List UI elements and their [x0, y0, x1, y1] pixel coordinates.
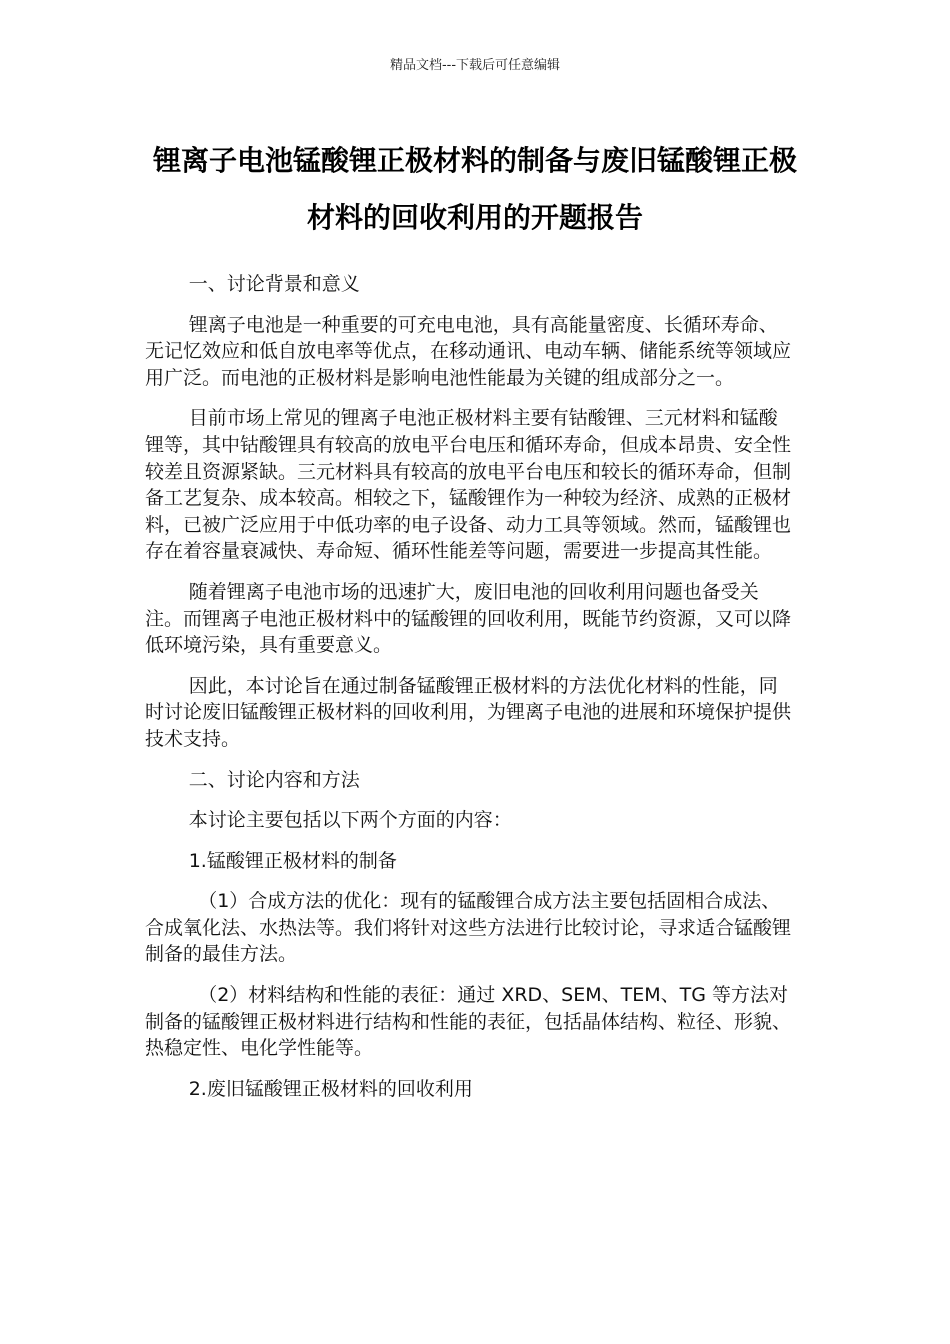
- sub-item-synthesis-optimization: （1）合成方法的优化：现有的锰酸锂合成方法主要包括固相合成法、合成氧化法、水热法等。我们将针对这些方法进行比较讨论，寻求适合锰酸锂制备的最佳方法。: [145, 890, 792, 966]
- title-line-1: 锂离子电池锰酸锂正极材料的制备与废旧锰酸锂正极: [152, 144, 797, 177]
- sub-item-characterization: （2）材料结构和性能的表征：通过 XRD、SEM、TEM、TG 等方法对制备的锰酸锂正极材料进行结构和性能的表征，包括晶体结构、粒径、形貌、热稳定性、电化学性能等。: [145, 984, 792, 1060]
- document-title: [110, 132, 840, 246]
- list-item-preparation: 1.锰酸锂正极材料的制备: [188, 849, 397, 872]
- title-line-2: 材料的回收利用的开题报告: [306, 201, 643, 234]
- list-item-recycling: 2.废旧锰酸锂正极材料的回收利用: [188, 1077, 473, 1100]
- section-heading-content-methods: 二、讨论内容和方法: [188, 768, 360, 791]
- paragraph-background-3: 随着锂离子电池市场的迅速扩大，废旧电池的回收利用问题也备受关注。而锂离子电池正极材料中的锰酸锂的回收利用，既能节约资源，又可以降低环境污染，具有重要意义。: [145, 580, 792, 657]
- header-note: 精品文档---下载后可任意编辑: [389, 58, 561, 73]
- section-heading-background: 一、讨论背景和意义: [188, 273, 360, 295]
- paragraph-background-1: 锂离子电池是一种重要的可充电电池，具有高能量密度、长循环寿命、无记忆效应和低自放电率等优点，在移动通讯、电动车辆、储能系统等领域应用广泛。而电池的正极材料是影响电池性能最为关键的组成部分之一。: [145, 313, 792, 389]
- paragraph-background-4: 因此，本讨论旨在通过制备锰酸锂正极材料的方法优化材料的性能，同时讨论废旧锰酸锂正极材料的回收利用，为锂离子电池的进展和环境保护提供技术支持。: [145, 674, 792, 750]
- paragraph-background-2: 目前市场上常见的锂离子电池正极材料主要有钴酸锂、三元材料和锰酸锂等，其中钴酸锂具有较高的放电平台电压和循环寿命，但成本昂贵、安全性较差且资源紧缺。三元材料具有较高的放电平台电压和较长的循环寿命，但制备工艺复杂、成本较高。相较之下，锰酸锂作为一种较为经济、成熟的正极材料，已被广泛应用于中低功率的电子设备、动力工具等领域。然而，锰酸锂也存在着容量衰减快、寿命短、循环性能差等问题，需要进一步提高其性能。: [145, 407, 792, 563]
- paragraph-content-intro: 本讨论主要包括以下两个方面的内容：: [188, 809, 512, 832]
- document-body: [145, 271, 793, 1116]
